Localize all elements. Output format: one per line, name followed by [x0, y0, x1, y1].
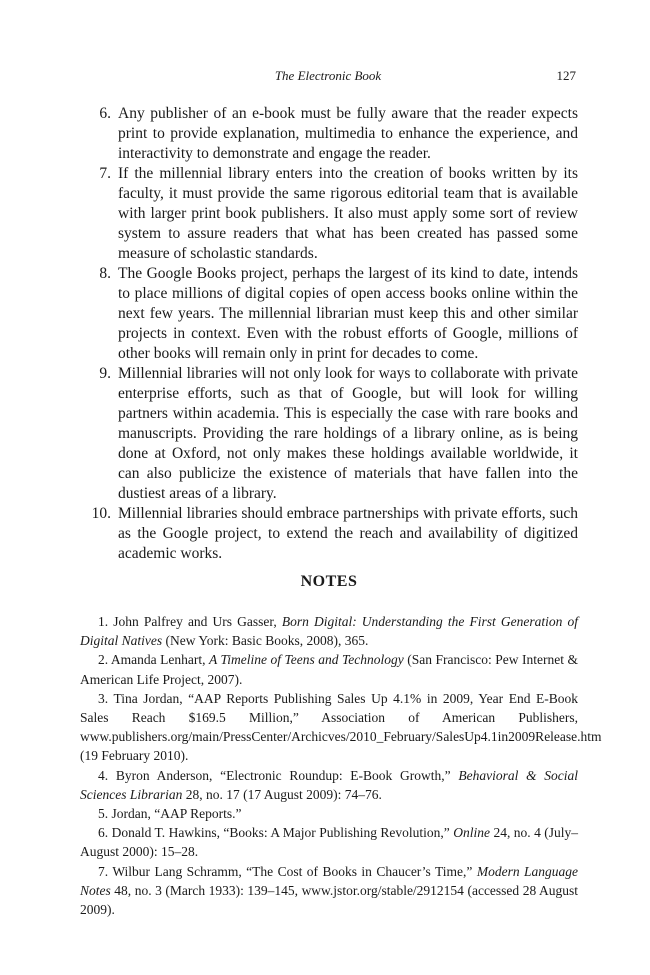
running-head: [80, 68, 576, 88]
note-number: 6.: [98, 825, 109, 841]
running-title: The Electronic Book: [274, 68, 382, 83]
note-item: [80, 650, 578, 688]
list-item-number: 8.: [99, 265, 111, 282]
list-item-text: The Google Books project, perhaps the largest of its kind to date, intends to place millions of digital copies of open access books online within the next few years. The millennial librarian must keep this and other similar projects in context. Even with the robust efforts of Google, millions of other books will remain only in print for decades to come.: [118, 265, 578, 362]
note-italic-title: Behavioral & Social Sciences Librarian: [80, 767, 579, 802]
note-italic-title: A Timeline of Teens and Technology: [208, 652, 404, 668]
note-number: 4.: [98, 767, 109, 783]
note-text: John Palfrey and Urs Gasser,: [113, 614, 282, 629]
note-italic-title: Modern Language Notes: [80, 863, 579, 898]
notes-list: [80, 612, 602, 919]
note-text-after: (New York: Basic Books, 2008), 365.: [162, 633, 369, 649]
list-item-number: 9.: [99, 365, 111, 382]
note-number: 1.: [98, 614, 109, 629]
list-item: [80, 104, 578, 164]
list-item: [80, 504, 578, 564]
note-item: [80, 689, 602, 766]
note-text-after: 48, no. 3 (March 1933): 139–145, www.jstor.org/stable/2912154 (accessed 28 August 2009).: [80, 882, 578, 918]
note-text-after: 24, no. 4 (July–August 2000): 15–28.: [80, 825, 579, 860]
note-item: [80, 804, 578, 823]
note-text: Wilbur Lang Schramm, “The Cost of Books in Chaucer’s Time,”: [112, 863, 477, 879]
list-item-text: Any publisher of an e-book must be fully aware that the reader expects print to provide explanation, multimedia to enhance the experience, and interactivity to demonstrate and engage the reader.: [118, 105, 578, 162]
notes-heading: NOTES: [300, 573, 358, 590]
note-italic-title: Online: [453, 825, 490, 841]
note-text-after: 28, no. 17 (17 August 2009): 74–76.: [182, 786, 382, 802]
list-item-number: 6.: [99, 105, 111, 122]
note-text: Byron Anderson, “Electronic Roundup: E-Book Growth,”: [115, 767, 459, 783]
list-item: [80, 164, 578, 264]
note-italic-title: Born Digital: Understanding the First Generation of Digital Natives: [80, 614, 578, 649]
note-item: [80, 823, 578, 861]
page-number: 127: [556, 68, 576, 83]
list-item-text: If the millennial library enters into the creation of books written by its faculty, it must provide the same rigorous editorial team that is available with larger print book publishers. It also must apply some sort of review system to assure readers that what has been created has passed some measure of scholastic standards.: [118, 165, 578, 262]
note-text: Donald T. Hawkins, “Books: A Major Publishing Revolution,”: [111, 825, 454, 841]
note-number: 2.: [98, 652, 109, 668]
numbered-list: [80, 104, 578, 564]
list-item-text: Millennial libraries will not only look for ways to collaborate with private enterprise efforts, such as that of Google, but will look for willing partners within academia. This is especially the case with rare books and manuscripts. Providing the rare holdings of a library online, as is being done at Oxford, not only makes these holdings available worldwide, it can also publicize the existence of materials that have fallen into the dustiest areas of a library.: [118, 365, 578, 502]
note-item: [80, 766, 578, 804]
note-number: 5.: [98, 806, 109, 822]
list-item: [80, 364, 578, 504]
note-item: [80, 612, 578, 650]
note-item: [80, 862, 578, 920]
list-item-number: 10.: [91, 505, 111, 522]
list-item-number: 7.: [99, 165, 111, 182]
note-text-after: (San Francisco: Pew Internet & American Life Project, 2007).: [80, 652, 578, 687]
note-text: Tina Jordan, “AAP Reports Publishing Sales Up 4.1% in 2009, Year End E-Book Sales Reach $169.5 Million,” Association of American Publishers, www.publishers.org/main/PressCenter/Archicves/2010_February/SalesUp4.1in2009Release.htm (19 February 2010).: [80, 690, 602, 764]
note-text: Jordan, “AAP Reports.”: [111, 806, 242, 822]
note-text: Amanda Lenhart,: [110, 652, 209, 668]
note-number: 3.: [98, 690, 109, 706]
list-item: [80, 264, 578, 364]
list-item-text: Millennial libraries should embrace partnerships with private efforts, such as the Google project, to extend the reach and availability of digitized academic works.: [118, 505, 578, 562]
note-number: 7.: [98, 863, 109, 879]
